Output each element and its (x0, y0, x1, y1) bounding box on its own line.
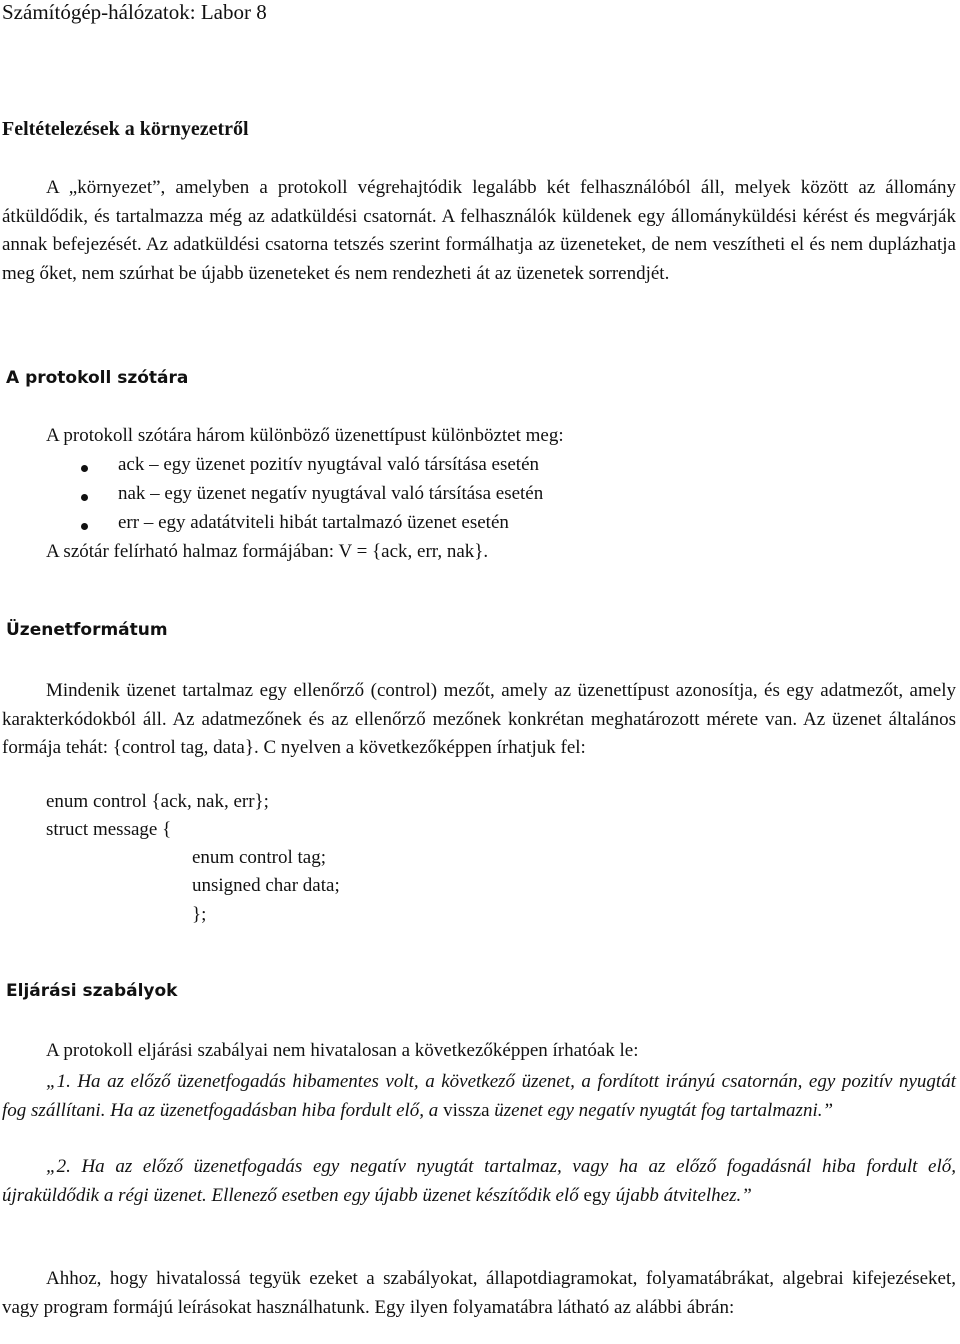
message-format-paragraph: Mindenik üzenet tartalmaz egy ellenőrző (control) mezőt, amely az üzenettípust azonosítja, és egy adatmezőt, amely karakterkódokból áll. Az adatmezőnek és az ellenőrző mezőnek konkrétan meghatározott mérete van. Az üzenet általános formája tehát: {control tag, data}. C nyelven a következőképpen írhatjuk fel: (2, 680, 956, 758)
rule-1-end: üzenet egy negatív nyugtát fog tartalmazni.” (494, 1099, 834, 1121)
procedure-rule-2 (2, 1153, 956, 1210)
bullet-icon (81, 465, 88, 472)
environment-paragraph: A „környezet”, amelyben a protokoll végrehajtódik legalább két felhasználóból áll, melyek között az állomány átküldődik, és tartalmazza még az adatküldési csatornát. A felhasználók küldenek egy állományküldési kérést és megvárják annak befejezését. Az adatküldési csatorna tetszés szerint formálhatja az üzeneteket, de nem veszítheti el és nem duplázhatja meg őket, nem szúrhat be újabb üzeneteket és nem rendezheti át az üzenetek sorrendjét. (2, 177, 956, 284)
vocabulary-item-err: err – egy adatátviteli hibát tartalmazó üzenet esetén (118, 512, 509, 533)
closing-paragraph: Ahhoz, hogy hivatalossá tegyük ezeket a szabályokat, állapotdiagramokat, folyamatábrákat, algebrai kifejezéseket, vagy program formájú leírásokat használhatunk. Egy ilyen folyamatábra látható az alábbi ábrán: (2, 1268, 956, 1318)
section-heading-environment: Feltételezések a környezetről (2, 118, 249, 140)
section-heading-vocabulary: A protokoll szótára (6, 368, 189, 388)
rule-2-upright-word: egy (583, 1184, 611, 1206)
code-line: unsigned char data; (192, 875, 340, 896)
vocabulary-intro: A protokoll szótára három különböző üzenettípust különböztet meg: (46, 425, 564, 446)
running-header: Számítógép-hálózatok: Labor 8 (2, 0, 267, 24)
section-heading-procedure-rules: Eljárási szabályok (6, 981, 178, 1001)
procedure-rule-1 (2, 1068, 956, 1125)
code-line: struct message { (46, 819, 172, 840)
vocabulary-item-nak: nak – egy üzenet negatív nyugtával való társítása esetén (118, 483, 544, 504)
vocabulary-set: A szótár felírható halmaz formájában: V = {ack, err, nak}. (46, 541, 489, 562)
procedure-intro: A protokoll eljárási szabályai nem hivatalosan a következőképpen írhatóak le: (46, 1040, 639, 1061)
rule-2-text: „2. Ha az előző üzenetfogadás egy negatív nyugtát tartalmaz, vagy ha az előző fogadásnál hiba fordult elő, újraküldődik a régi üzenet. Ellenező esetben egy újabb üzenet készítődik elő (2, 1156, 956, 1206)
bullet-icon (81, 494, 88, 501)
vocabulary-item-ack: ack – egy üzenet pozitív nyugtával való társítása esetén (118, 454, 540, 475)
section-heading-message-format: Üzenetformátum (6, 620, 168, 640)
rule-1-text: „1. Ha az előző üzenetfogadás hibamentes volt, a következő üzenet, a fordított irányú csatornán, egy pozitív nyugtát fog szállítani. Ha az üzenetfogadásban hiba fordult elő, a (2, 1071, 956, 1121)
code-line: }; (192, 904, 207, 925)
rule-1-upright-word: vissza (443, 1099, 490, 1121)
code-line: enum control tag; (192, 847, 327, 868)
rule-2-end: újabb átvitelhez.” (615, 1184, 752, 1206)
bullet-icon (81, 523, 88, 530)
code-line: enum control {ack, nak, err}; (46, 791, 269, 812)
